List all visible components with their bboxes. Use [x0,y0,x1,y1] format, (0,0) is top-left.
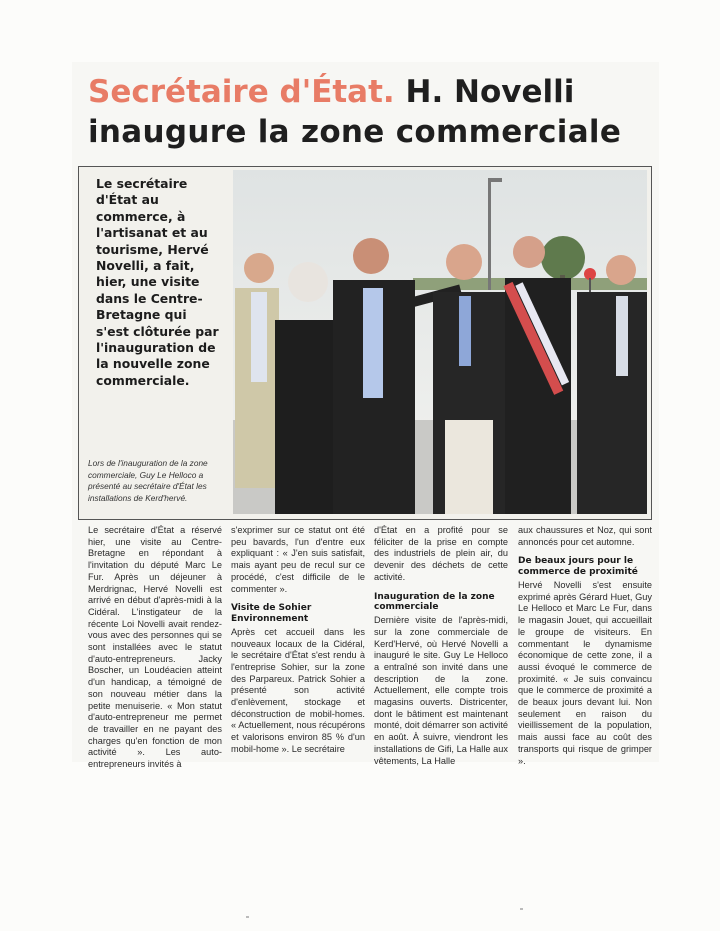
column-4-text-b: Hervé Novelli s'est ensuite exprimé après Gérard Huet, Guy Le Helloco et Marc Le Fur, dans le magasin Jouet, qui accueillait le groupe de visiteurs. En commentant le dynamisme économique de cette zone, il a aussi évoqué le commerce de proximité. « Je suis convaincu que le commerce de proximité a de beaux jours devant lui. Non seulement en raison du vieillissement de la population, mais aussi face au coût des transports qui risque de grimper ». [518,580,652,766]
column-3-text-b: Dernière visite de l'après-midi, sur la zone commerciale de Kerd'Hervé, où Hervé Novelli a inauguré le site. Guy Le Helloco a entraîné son invité dans une description de la zone. Actuellement, elle compte trois magasins ouverts. Districenter, dont le bâtiment est maintenant monté, doit démarrer son activité en août. À suivre, viendront les installations de Gifi, La Halle aux vêtements, La Halle [374,615,508,766]
column-2-text-b: Après cet accueil dans les nouveaux locaux de la Cidéral, le secrétaire d'État s'est rendu à l'entreprise Sohier, sur la zone des Parpareux. Patrick Sohier a présenté son activité d'enlèvement, stockage et déconstruction de mobil-homes. « Actuellement, nous récupérons et valorisons environ 85 % d'un mobil-home ». Le secrétaire [231,626,365,754]
article-column-2 [231,525,365,756]
group-of-officials-photo [233,170,647,514]
photo-lamp-post [488,180,491,290]
column-4-text-a: aux chaussures et Noz, qui sont annoncés pour cet automne. [518,525,652,547]
headline-kicker: Secrétaire d'État. [88,74,395,110]
article-column-3 [374,525,508,767]
photo-caption: Lors de l'inauguration de la zone commerciale, Guy Le Helloco a présenté au secrétaire d'État les installations de Kerd'hervé. [88,458,208,503]
column-2-text-a: s'exprimer sur ce statut ont été peu bavards, l'un d'entre eux expliquant : « J'en suis satisfait, mais ayant peu de recul sur ce procédé, c'est difficile de le commenter ». [231,525,365,594]
photo-lamp-head [488,178,502,182]
photo-tree [541,236,585,280]
subheading-inauguration: Inauguration de la zone commerciale [374,591,495,613]
headline-line-2: inaugure la zone commerciale [88,114,622,150]
subheading-commerce: De beaux jours pour le commerce de proximité [518,556,638,578]
person-6 [577,255,647,514]
article-headline [88,72,658,152]
photo-sign-pole [589,278,591,292]
headline-line-1 [88,72,658,112]
subheading-sohier: Visite de Sohier Environnement [231,603,312,625]
column-3-text-a: d'État en a profité pour se féliciter de la prise en compte des industriels de plein air, du devenir des déchets de cette activité. [374,525,508,582]
lead-paragraph: Le secrétaire d'État au commerce, à l'artisanat et au tourisme, Hervé Novelli, a fait, hier, une visite dans le Centre-Bretagne qui s'est clôturée par l'inauguration de la nouvelle zone commerciale. [96,176,219,388]
headline-subject: H. Novelli [405,74,575,110]
scan-speck [520,908,523,910]
person-1 [235,253,279,488]
article-column-4 [518,525,652,767]
scan-speck [246,916,249,918]
column-1-text: Le secrétaire d'État a réservé hier, une visite au Centre-Bretagne en répondant à l'invitation du député Marc Le Fur. Après un déjeuner à Merdrignac, Hervé Novelli est arrivé en début d'après-midi à la Cidéral. L'instigateur de la récente Loi Novelli avait rendez-vous avec des personnes qui se sont installées avec le statut d'auto-entrepreneurs. Jacky Boscher, un Loudéacien atteint d'un handicap, a témoigné de son nouveau métier dans la petite menuiserie. « Mon statut d'auto-entrepreneur me permet de travailler en ne payant des charges qu'en fonction de mon activité ». Les auto-entrepreneurs invités à [88,525,222,770]
article-column-1 [88,525,222,770]
